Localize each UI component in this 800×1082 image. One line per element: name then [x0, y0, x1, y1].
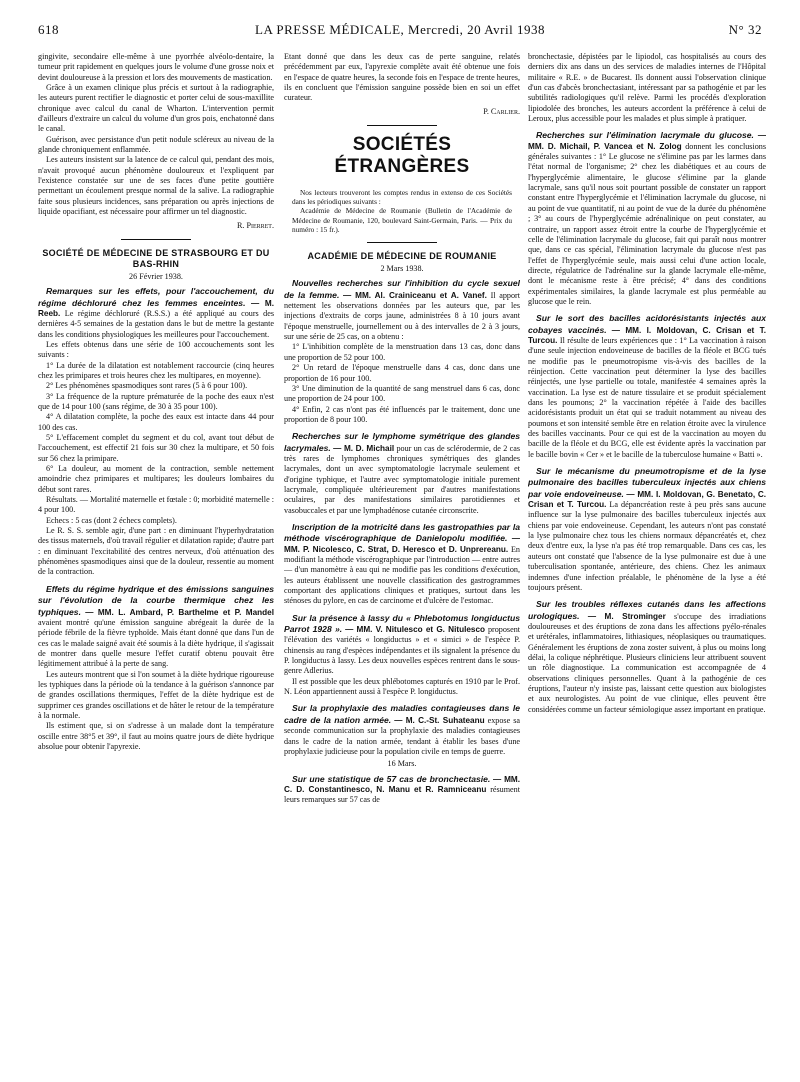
article-title: Sur le sort des bacilles acidorésistants injectés aux cobayes vaccinés.	[528, 313, 766, 335]
list-item: 2° Les phénomènes spasmodiques sont rares (5 à 6 pour 100).	[46, 381, 248, 391]
column-left	[38, 52, 274, 1067]
signature: R. Pierret.	[236, 220, 274, 230]
paragraph: gingivite, secondaire elle-même à une pyorrhée alvéolo-dentaire, la tumeur prit rapidement en quelques jours le volume d'une grosse noix et devint douloureuse à la pression et lors des mouvements de mastication.	[38, 52, 274, 82]
article-title: Nouvelles recherches sur l'inhibition du cycle sexuel de la femme.	[284, 278, 520, 300]
list-item: 4° Enfin, 2 cas n'ont pas été influencés par le traitement, donc une proportion de 8 pour 100.	[284, 404, 520, 424]
section-date: 16 Mars.	[387, 759, 417, 769]
paragraph: Résultats. — Mortalité maternelle et fœtale : 0; morbidité maternelle : 4 pour 100.	[38, 495, 274, 515]
article-body: avaient montré qu'une émission sanguine abrégeait la durée de la période fébrile de la fièvre typhoïde. Mais étant donné que dans l'un de ces cas le malade saigné avait été soumis à la diète hydrique, il s'agissait de montrer dans quelle mesure l'effet curatif obtenu pouvait être légitimement attribué à la perte de sang.	[38, 617, 274, 669]
section-date: 26 Février 1938.	[129, 271, 183, 281]
article	[528, 313, 766, 460]
notice	[292, 188, 512, 234]
paragraph: Les auteurs montrent que si l'on soumet à la diète hydrique rigoureuse les typhiques dans la période où la tendance à la guérison s'annonce par de grandes oscillations thermiques, l'effet de la diète hydrique est de supprimer ces grandes oscillations et de hâter le retour de la température à la normale.	[38, 669, 274, 720]
article	[284, 278, 520, 342]
article-body: donnent les conclusions générales suivantes : 1° Le glucose ne s'élimine pas par les larmes dans l'état normal de l'organisme; 2° chez les diabétiques et au cours de l'hyperglycémie alimentaire, le glucose s'élimine par la glande lacrymale, sans qu'il nous soit pourtant possible de constater un rapport constant entre l'hyperglycémie et l'élimination lacrymale du glucose, ni au point de vue quantitatif, ni au point de vue de la durée du phénomène ; 3° au cours de l'hyperglycémie adrénalinique on peut constater, au contraire, un rapport assez étroit entre la courbe de l'hyperglycémie et celle de l'élimination lacrymale du glucose, fait qui paraît nous montrer que, dans ce cas spécial, l'élimination lacrymale du glucose n'est pas l'effet de l'hyperglycémie seule, mais aussi celui d'une action locale, directe, régulatrice de l'adrénaline sur la glande lacrymale elle-même, dont le mécanisme reste à être précisé; 4° dans des conditions expérimentales similaires, la glande lacrymale est plus perméable au glucose que le rein.	[528, 141, 766, 306]
page-header	[38, 22, 762, 40]
article-body: expose sa seconde communication sur la prophylaxie des maladies contagieuses dans le cadre de la nation armée, tendant à établir les bases d'une prophylaxie judicieuse pour la population civile en temps de guerre.	[284, 715, 520, 756]
article-author: — M. C.-St. Suhateanu	[394, 715, 485, 725]
article-body: En modifiant la méthode viscérographique par l'introduction — entre autres — d'un manomètre à eau qui ne modifie pas les conditions d'exécution, les auteurs établissent une nouvelle classification des gastrogrammes comportant des applications cliniques et pratiques, surtout dans les sténoses du pylore, en cas de carcinome et d'ulcère de l'estomac.	[284, 544, 520, 606]
article-body: résument leurs remarques sur 57 cas de	[284, 784, 520, 805]
journal-title: LA PRESSE MÉDICALE, Mercredi, 20 Avril 1938	[255, 22, 545, 37]
paragraph: bronchectasie, dépistées par le lipiodol, cas hospitalisés au cours des derniers dix ans dans un des services de maladies internes de l'Hôpital militaire « R.E. » de Bucarest. Ils donnent aussi l'observation clinique d'un cas d'abcès bronchectasiant, intéressant par sa pathogénie et par les subtilités radiologiques qu'il relève. Parmi les procédés d'exploration lipiodolée des bronches, les auteurs accordent la préférence à celui de Leroux, plus accessible pour les malades et plus simple à pratiquer.	[528, 52, 766, 124]
article-body: Il résulte de leurs expériences que : 1° La vaccination à raison d'une seule injection endoveineuse de bacilles de la fléole et BCG tués ne modifie pas le pneumotropisme vis-à-vis des bacilles de la réinjection. Cette vaccination peut déterminer la lyse des bacilles réinjectés, une lyse partielle ou totale, manifestée 4 semaines après la vaccination. La lyse est de nature tissulaire et se produit spécialement dans les poumons; 2° la vaccination répétée à l'aide des bacilles acidorésistants produit un état qui se traduit notamment au niveau des poumons et son intensité semble être en relation étroite avec la virulence des bacilles vaccinants. Pour ce qui est de la vaccination au moyen du bacille de la fléole et du BCG, elle est évidente après la vaccination par le bacille bovin « Cer » et le bacille de la tuberculose humaine « Batti ».	[528, 335, 766, 459]
article	[528, 130, 766, 307]
article-title: Inscription de la motricité dans les gastropathies par la méthode viscérographique de Danielopolu modifiée.	[284, 521, 520, 544]
article-author: — M. Reeb.	[38, 298, 274, 318]
article-author: — MM. L. Ambard, P. Barthelme et P. Mandel	[85, 607, 274, 617]
list-item: 2° Un retard de l'époque menstruelle dans 4 cas, donc dans une proportion de 16 pour 100.	[284, 363, 520, 383]
paragraph: Les auteurs insistent sur la latence de ce calcul qui, pendant des mois, n'avait provoqué aucun phénomène douloureux et l'expliquent par l'existence constatée sur une de ses faces d'une petite gouttière permettant un écoulement presque normal de la salive. La radiographie faite sous plusieurs incidences, sans préparation ou après injections de liquide opacifiant, est nécessaire pour affirmer un tel diagnostic.	[38, 155, 274, 217]
list-item: 1° L'inhibition complète de la menstruation dans 13 cas, donc dans une proportion de 52 pour 100.	[284, 342, 520, 362]
article-author: — MM. Al. Crainiceanu et A. Vanef.	[343, 290, 487, 300]
paragraph: Il est possible que les deux phlébotomes capturés en 1910 par le Prof. N. Léon appartiennent aussi à l'espèce P. longiductus.	[284, 676, 520, 697]
article	[284, 774, 520, 806]
article-body: La dépancréation reste à peu près sans aucune influence sur la lyse pulmonaire des bacilles tuberculeux injectés aux chiens par voie endoveineuse. Cependant, les auteurs n'ont pas constaté la lyse pulmonaire chez tous les chiens normaux dépancréatés et, chez deux d'entre eux, la lyse n'a pas été trop remarquable. Dans ces cas, les auteurs ont constaté que l'absence de la lyse pulmonaire est due à une tuberculisation spontanée, antérieure, des chiens. Chez les animaux indemnes d'une infection préalable, le phénomène de la lyse a été toujours présent.	[528, 500, 766, 592]
article	[284, 431, 520, 516]
article-body: s'occupe des irradiations douloureuses et des éruptions de zona dans les affections pyélo-rénales et urétérales, inflammatoires, lithiasiques, néoplasiques ou traumatiques. Généralement les éruptions de zona zoster suivent, à plus ou moins long délai, la colique néphrétique. Plusieurs cliniciens leur attribuent souvent un rôle diagnostique. La communication est accompagnée de 4 observations cliniques personnelles. Quant à la pathogénie de ces éruptions, l'auteur n'y insiste pas, laissant cette question aux biologistes et aux neurologistes. Au point de vue clinique, elles peuvent être considérées comme un facteur sémiologique assez important en pratique.	[528, 611, 766, 714]
column-right	[528, 52, 766, 1067]
list-item: 6° La douleur, au moment de la contraction, semble nettement amoindrie chez primipares et multipares; les douleurs lombaires du début sont rares.	[38, 464, 274, 494]
column-middle	[284, 52, 520, 1067]
list-item: 5° L'effacement complet du segment et du col, avant tout début de l'accouchement, est effectif 21 fois sur 30 chez la multipare, et 50 fois sur 56 chez la primipare.	[38, 433, 274, 463]
section-title: SOCIÉTÉ DE MÉDECINE DE STRASBOURG ET DU BAS-RHIN	[42, 247, 270, 269]
article-title: Sur les troubles réflexes cutanés dans les affections urologiques.	[528, 599, 766, 621]
paragraph: Ils estiment que, si on s'adresse à un malade dont la température oscille entre 38°5 et 39°, il faut au moins quatre jours de diète hydrique absolue pour obtenir l'apyrexie.	[38, 721, 274, 751]
paragraph: Grâce à un examen clinique plus précis et surtout à la radiographie, les auteurs purent rectifier le diagnostic et porter celui de sous-maxillite chronique avec calcul du canal de Wharton. L'intervention permit d'ailleurs d'extraire un calcul du volume d'un gros pois, enchatonné dans le canal.	[38, 83, 274, 134]
list-item: 4° A dilatation complète, la poche des eaux est intacte dans 44 pour 100 des cas.	[38, 412, 274, 432]
paragraph: Echecs : 5 cas (dont 2 échecs complets).	[46, 515, 177, 525]
signature: P. Carlier.	[483, 106, 520, 116]
section-heading: SOCIÉTÉS ÉTRANGÈRES	[334, 134, 470, 178]
issue-number: N° 32	[728, 22, 762, 37]
article	[38, 286, 274, 340]
article	[284, 703, 520, 757]
article-title: Recherches sur l'élimination lacrymale du glucose.	[536, 130, 754, 141]
section-title: ACADÉMIE DE MÉDECINE DE ROUMANIE	[307, 251, 497, 262]
article-title: Recherches sur le lymphome symétrique des glandes lacrymales.	[284, 431, 520, 453]
article-title: Sur la présence à Iassy du « Phlebotomus longiductus Parrot 1928 ».	[284, 612, 520, 635]
list-item: 3° La fréquence de la rupture prématurée de la poche des eaux n'est que de 14 pour 100 (sans régime, de 30 à 35 pour 100).	[38, 391, 274, 411]
list-item: 3° Une diminution de la quantité de sang menstruel dans 6 cas, donc une proportion de 24 pour 100.	[284, 383, 520, 404]
list-item: 1° La durée de la dilatation est notablement raccourcie (cinq heures chez les primipares et trois heures chez les multipares, en moyenne).	[38, 360, 274, 380]
article-body: pour un cas de sclérodermie, de 2 cas très rares de lymphomes chroniques symétriques des glandes lacrymales, dont un avec symptomatologie lacrymale seulement et d'origine typhique, et l'autre avec symptomatologie initiale purement lacrymale, compliquée ultérieurement par d'autres manifestations oculaires, par des manifestations similaires parotidiennes et vasobuccales et par une lymphadénose cutanée circonscrite.	[284, 443, 520, 515]
article	[528, 599, 766, 715]
article-body: Le régime déchloruré (R.S.S.) a été appliqué au cours des dernières 4-5 semaines de la gestation dans le but de mettre la gestante dans les conditions physiologiques les meilleures pour l'accouchement.	[38, 308, 274, 339]
article-author: — MM. I. Moldovan, C. Crisan et T. Turcou.	[528, 325, 766, 345]
paragraph: Guérison, avec persistance d'un petit nodule scléreux au niveau de la glande chroniquement enflammée.	[38, 134, 274, 155]
article-body: Il apport nettement les observations données par les auteurs que, par les injections d'extraits de corps jaune, administrées 8 à 10 jours avant l'époque menstruelle, journellement ou à des intervalles de 2 à 3 jours, sur une série de 25 cas, on a obtenu :	[284, 290, 520, 342]
article	[284, 613, 520, 677]
section-date: 2 Mars 1938.	[380, 264, 424, 274]
article	[284, 522, 520, 607]
paragraph: Les effets obtenus dans une série de 100 accouchements sont les suivants :	[38, 339, 274, 360]
divider	[367, 125, 437, 126]
article-author: — MM. P. Nicolesco, C. Strat, D. Heresco et D. Unprereanu.	[284, 534, 520, 554]
page-number: 618	[38, 22, 59, 37]
article-title: Remarques sur les effets, pour l'accouchement, du régime déchloruré chez les femmes enceintes.	[38, 286, 274, 308]
article-title: Effets du régime hydrique et des émissions sanguines sur l'évolution de la courbe thermique chez les typhiques.	[38, 583, 274, 617]
divider	[367, 242, 437, 243]
paragraph: Le R. S. S. semble agir, d'une part : en diminuant l'hyperhydratation des tissus maternels, d'où travail régulier et dilatation rapide; d'autre part : en diminuant l'excitabilité des centres nerveux, d'où atténuation des phénomènes spasmodiques ainsi que de la douleur, ressentie au moment de la contraction.	[38, 526, 274, 577]
article	[528, 466, 766, 593]
article-author: — MM. C. D. Constantinesco, N. Manu et R. Ramniceanu	[284, 774, 520, 794]
article-author: — MM. V. Nitulesco et G. Nitulesco	[345, 625, 486, 635]
article-author: — M. Strominger	[587, 611, 666, 621]
article-author: — MM. D. Michail, P. Vancea et N. Zolog	[528, 131, 766, 151]
article-body: proposent l'élévation des variétés « longiductus » et « simici » de l'espèce P. chinensis au rang d'espèces indépendantes et ils signalent la présence du P. longiductus à Iassy. Les deux nouvelles espèces rentrent dans le sous-genre Adlerius.	[284, 625, 520, 676]
article-title: Sur la prophylaxie des maladies contagieuses dans le cadre de la nation armée.	[284, 703, 520, 725]
paragraph: Etant donné que dans les deux cas de perte sanguine, relatés précédemment par eux, l'apyrexie complète avait été obtenue une fois en l'espace de quatre heures, la seconde fois en l'espace de trente heures, ils en concluent que l'émission sanguine possède bien en soi un effet curateur.	[284, 52, 520, 103]
article-title: Sur une statistique de 57 cas de bronchectasie.	[292, 773, 491, 784]
article-author: — M. D. Michail	[333, 443, 395, 453]
notice-text: Académie de Médecine de Roumanie (Bulletin de l'Académie de Médecine de Roumanie, 120, boulevard Saint-Germain, Paris. — Prix du numéro : 15 fr.).	[292, 206, 512, 234]
article	[38, 584, 274, 670]
article-author: — MM. I. Moldovan, G. Benetato, C. Crisan et T. Turcou.	[528, 489, 766, 510]
notice-text: Nos lecteurs trouveront les comptes rendus in extenso de ces Sociétés dans les périodiques suivants :	[292, 188, 512, 207]
article-title: Sur le mécanisme du pneumotropisme et de la lyse pulmonaire des bacilles tuberculeux injectés aux chiens par voie endoveineuse.	[528, 466, 766, 499]
divider	[121, 239, 191, 240]
